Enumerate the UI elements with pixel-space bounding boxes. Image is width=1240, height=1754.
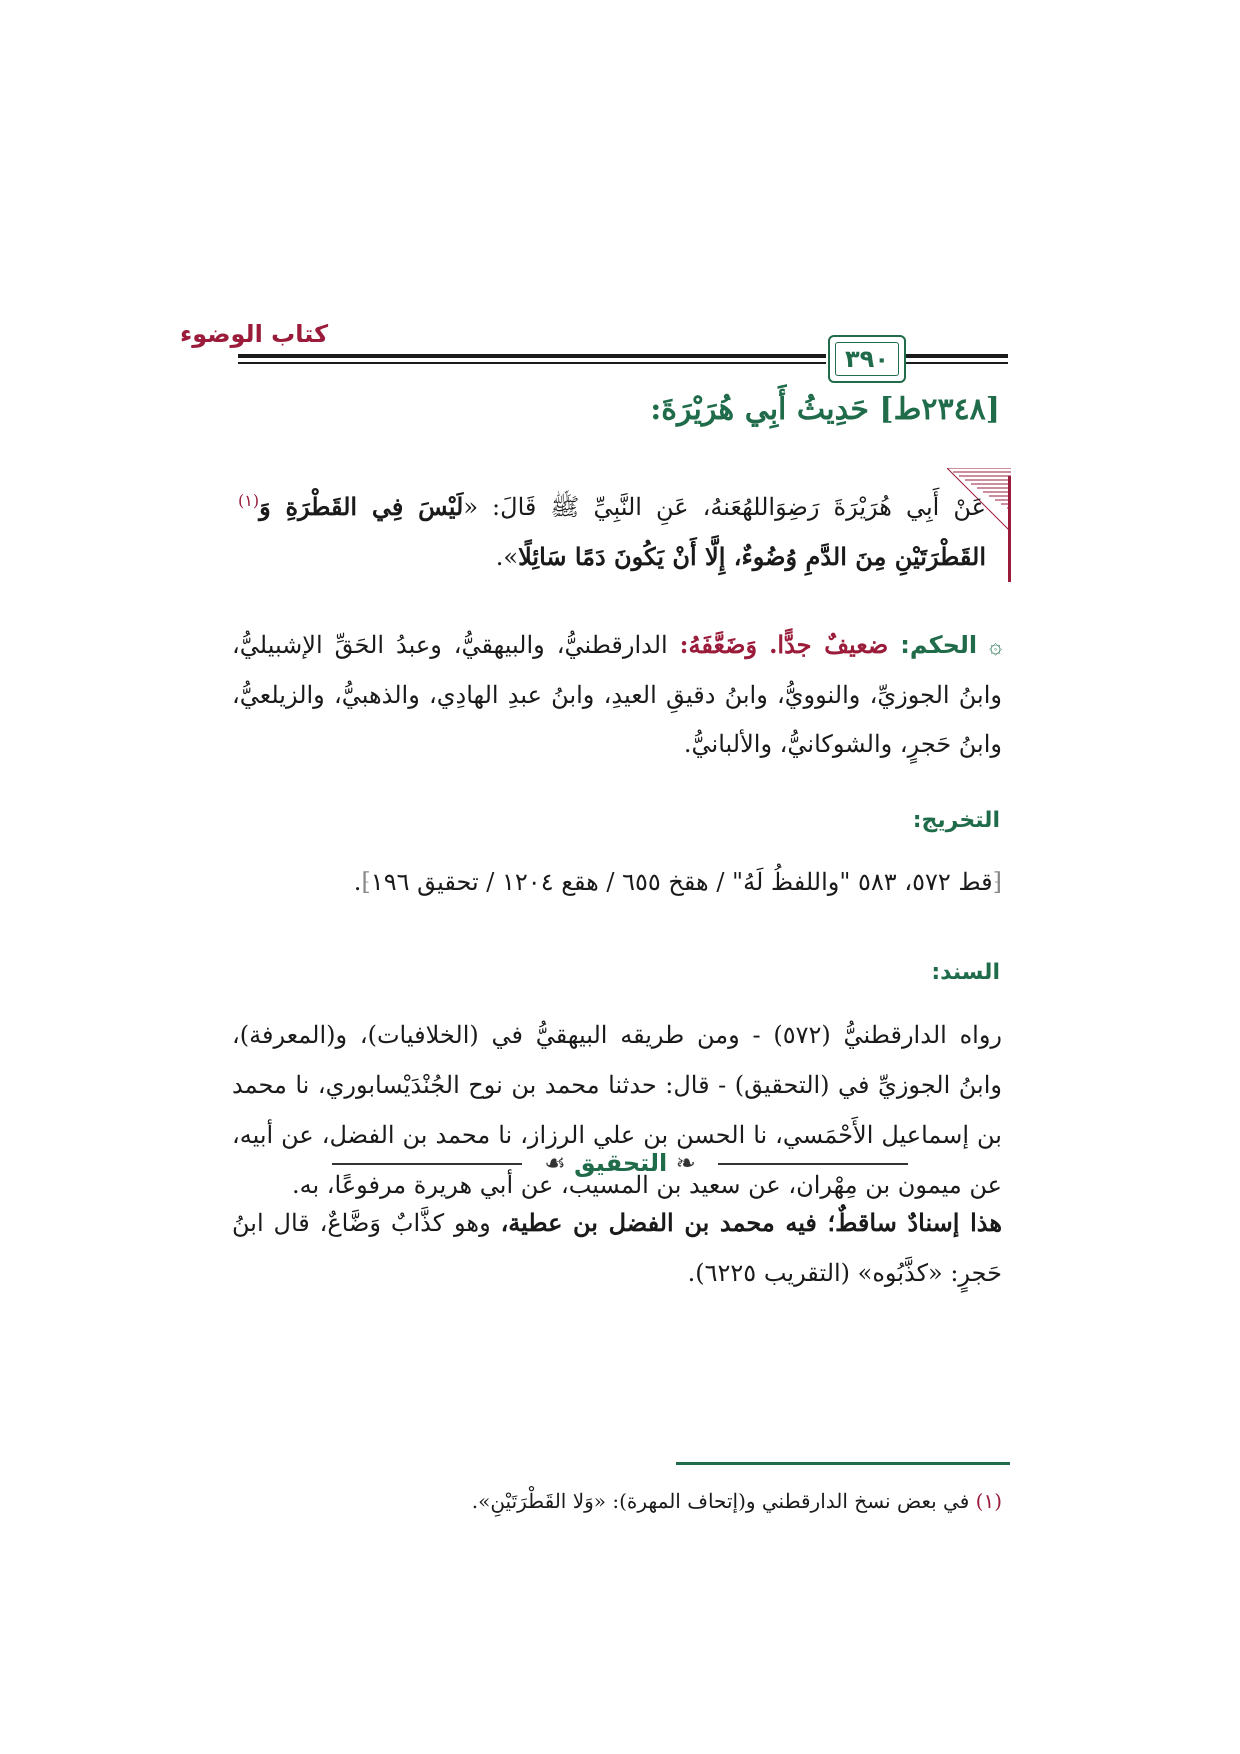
- hadith-number: [٢٣٤٨ط]: [879, 392, 1000, 427]
- takhrij-text: قط ٥٧٢، ٥٨٣ "واللفظُ لَهُ" / هقخ ٦٥٥ / هقع ١٢٠٤ / تحقيق ١٩٦: [370, 868, 993, 896]
- tahqiq-text: وهو كذَّابٌ وَضَّاعٌ، قال ابنُ حَجرٍ: «كذَّبُوه» (التقريب ٦٢٢٥).: [232, 1209, 1002, 1287]
- page-number-frame: [828, 335, 906, 383]
- footnote-reference[interactable]: (١): [238, 491, 260, 510]
- tahqiq-title: [270, 1148, 970, 1178]
- book-title: كتاب الوضوء: [180, 320, 329, 348]
- takhrij-end: .: [353, 868, 362, 896]
- divider-ornament-left-icon: ❧: [675, 1149, 696, 1177]
- tahqiq-divider: [270, 1148, 970, 1178]
- bracket-close-icon: ⁆: [361, 868, 371, 896]
- header-rule-left-thin: [238, 362, 826, 364]
- hadith-closing: ».: [495, 543, 519, 571]
- footnote-number: (١): [975, 1489, 1002, 1513]
- divider-ornament-right-icon: ☙: [544, 1149, 566, 1177]
- ruling-verdict: ضعيفٌ جدًّا.: [769, 630, 889, 659]
- hadith-title: حَدِيثُ أَبِي هُرَيْرَةَ:: [650, 392, 869, 427]
- footnote-rule: [676, 1462, 1010, 1465]
- ruling-paragraph: [232, 620, 1002, 769]
- header-rule-right: [904, 354, 1008, 358]
- tahqiq-paragraph: [232, 1198, 1002, 1298]
- hadith-matn-part-1: لَيْسَ فِي القَطْرَةِ وَ: [259, 492, 464, 521]
- takhrij-paragraph: [232, 858, 1002, 906]
- hadith-heading: [240, 392, 1000, 427]
- footnote: [232, 1484, 1002, 1518]
- takhrij-label: التخريج:: [912, 808, 1000, 833]
- bracket-open-icon: ⁅: [992, 868, 1002, 896]
- flower-icon: ۞: [989, 634, 1002, 659]
- ruling-scholars: الدارقطنيُّ، والبيهقيُّ، وعبدُ الحَقِّ الإشبيليُّ، وابنُ الجوزيِّ، والنوويُّ، وابنُ دقيقِ العيدِ، وابنُ عبدِ الهادِي، والذهبيُّ، والزيلعيُّ، وابنُ حَجرٍ، والشوكانيُّ، والألبانيُّ.: [232, 631, 1002, 758]
- page-number: ٣٩٠: [835, 342, 899, 376]
- weakened-by-label: وَضَعَّفَهُ:: [679, 630, 758, 659]
- tahqiq-bold: هذا إسنادٌ ساقطٌ؛ فيه محمد بن الفضل بن عطية،: [500, 1208, 1002, 1237]
- header-rule-right-thin: [904, 362, 1008, 364]
- footnote-text: في بعض نسخ الدارقطني و(إتحاف المهرة): «وَلا القَطْرَتَيْنِ».: [471, 1489, 976, 1513]
- sanad-paragraph: رواه الدارقطنيُّ (٥٧٢) - ومن طريقه البيهقيُّ في (الخلافيات)، و(المعرفة)، وابنُ الجوزيِّ في (التحقيق) - قال: حدثنا محمد بن نوح الجُنْدَيْسابوري، نا محمد بن إسماعيل الأَحْمَسي، نا الحسن بن علي الرزاز، نا محمد بن الفضل، عن أبيه، عن ميمون بن مِهْران، عن سعيد بن المسيب، عن أبي هريرة مرفوعًا، به.: [232, 1021, 1002, 1199]
- hadith-text: [238, 476, 986, 582]
- ruling-label: الحكم:: [900, 631, 978, 659]
- header-rule-left: [238, 354, 826, 358]
- hadith-matn-part-2: القَطْرَتَيْنِ مِنَ الدَّمِ وُضُوءٌ، إِلَّا أَنْ يَكُونَ دَمًا سَائِلًا: [518, 542, 986, 571]
- sanad-label: السند:: [931, 960, 1000, 985]
- tahqiq-title-text: التحقيق: [574, 1149, 668, 1177]
- hadith-box: [238, 476, 1011, 582]
- hadith-intro: عَنْ أَبِي هُرَيْرَةَ رَضِوَاللهُعَنهُ، عَنِ النَّبِيِّ ﷺ قَالَ: «: [463, 493, 986, 521]
